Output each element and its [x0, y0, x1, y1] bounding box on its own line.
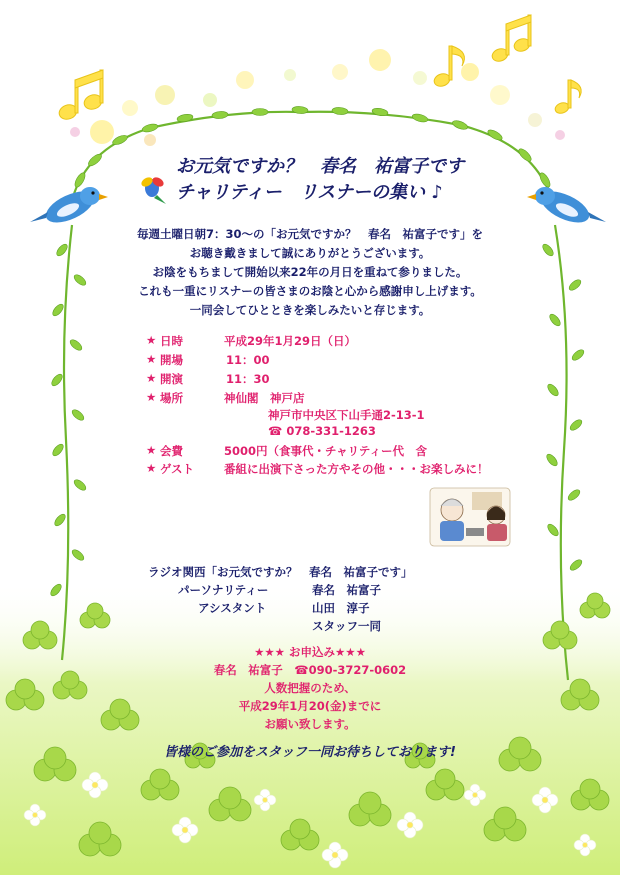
intro-line: 毎週土曜日朝7：30～の「お元気ですか？ 春名 祐富子です」を	[136, 227, 483, 241]
star-icon: ★	[146, 352, 157, 366]
fee-label: 会費	[160, 444, 183, 458]
fee-value: 5000円（食事代・チャリティー代 含	[224, 444, 428, 458]
apply-line: お願い致します。	[264, 717, 356, 731]
star-icon: ★	[146, 333, 157, 347]
music-note-icon	[554, 80, 582, 115]
apply-line: 人数把握のため、	[264, 681, 356, 695]
date-label: 日時	[160, 334, 183, 348]
bird-icon	[30, 185, 108, 229]
intro-line: 一同会してひとときを楽しみたいと存じます。	[189, 303, 431, 317]
bird-icon	[527, 185, 606, 229]
assistant-label: アシスタント	[198, 601, 267, 615]
intro-line: これも一重にリスナーの皆さまのお陰と心から感謝申し上げます。	[138, 284, 482, 298]
closing-message: 皆様のご参加をスタッフ一同お待ちしております!	[164, 745, 456, 760]
program-name: ラジオ関西「お元気ですか？ 春名 祐富子です」	[148, 565, 413, 579]
staff-name: スタッフ一同	[312, 619, 381, 633]
apply-contact: 春名 祐富子 ☎090-3727-0602	[213, 663, 407, 677]
guest-value: 番組に出演下さった方やその他・・・お楽しみに！	[224, 462, 489, 476]
title-line-2: チャリティー リスナーの集い ♪	[176, 182, 443, 203]
title-line-1: お元気ですか？ 春名 祐富子です	[176, 156, 464, 177]
venue-phone: ☎ 078-331-1263	[268, 424, 376, 438]
music-note-icon	[57, 70, 104, 122]
start-value: 11：30	[226, 372, 270, 386]
guest-label: ゲスト	[160, 462, 195, 476]
star-icon: ★	[146, 443, 157, 457]
venue-name: 神仙閣 神戸店	[224, 391, 305, 405]
open-value: 11：00	[226, 353, 270, 367]
start-label: 開演	[160, 372, 183, 386]
intro-line: お陰をもちまして開始以来22年の月日を重ねて参りました。	[152, 265, 468, 279]
assistant-name: 山田 淳子	[312, 601, 370, 615]
star-icon: ★	[146, 461, 157, 475]
star-icon: ★	[146, 371, 157, 385]
venue-label: 場所	[160, 391, 183, 405]
star-icon: ★	[146, 390, 157, 404]
apply-heading: ★★★ お申込み★★★	[254, 645, 366, 659]
personality-name: 春名 祐富子	[312, 583, 381, 597]
music-note-icon	[490, 15, 531, 63]
venue-address: 神戸市中央区下山手通2-13-1	[268, 408, 425, 422]
intro-line: お聴き戴きまして誠にありがとうございます。	[189, 246, 431, 260]
cartoon-illustration	[430, 488, 510, 546]
apply-deadline: 平成29年1月20(金)までに	[238, 699, 382, 713]
personality-label: パーソナリティー	[178, 583, 269, 597]
hummingbird-icon	[140, 176, 166, 204]
music-note-icon	[432, 46, 464, 88]
open-label: 開場	[160, 353, 183, 367]
date-value: 平成29年1月29日（日）	[224, 334, 357, 348]
